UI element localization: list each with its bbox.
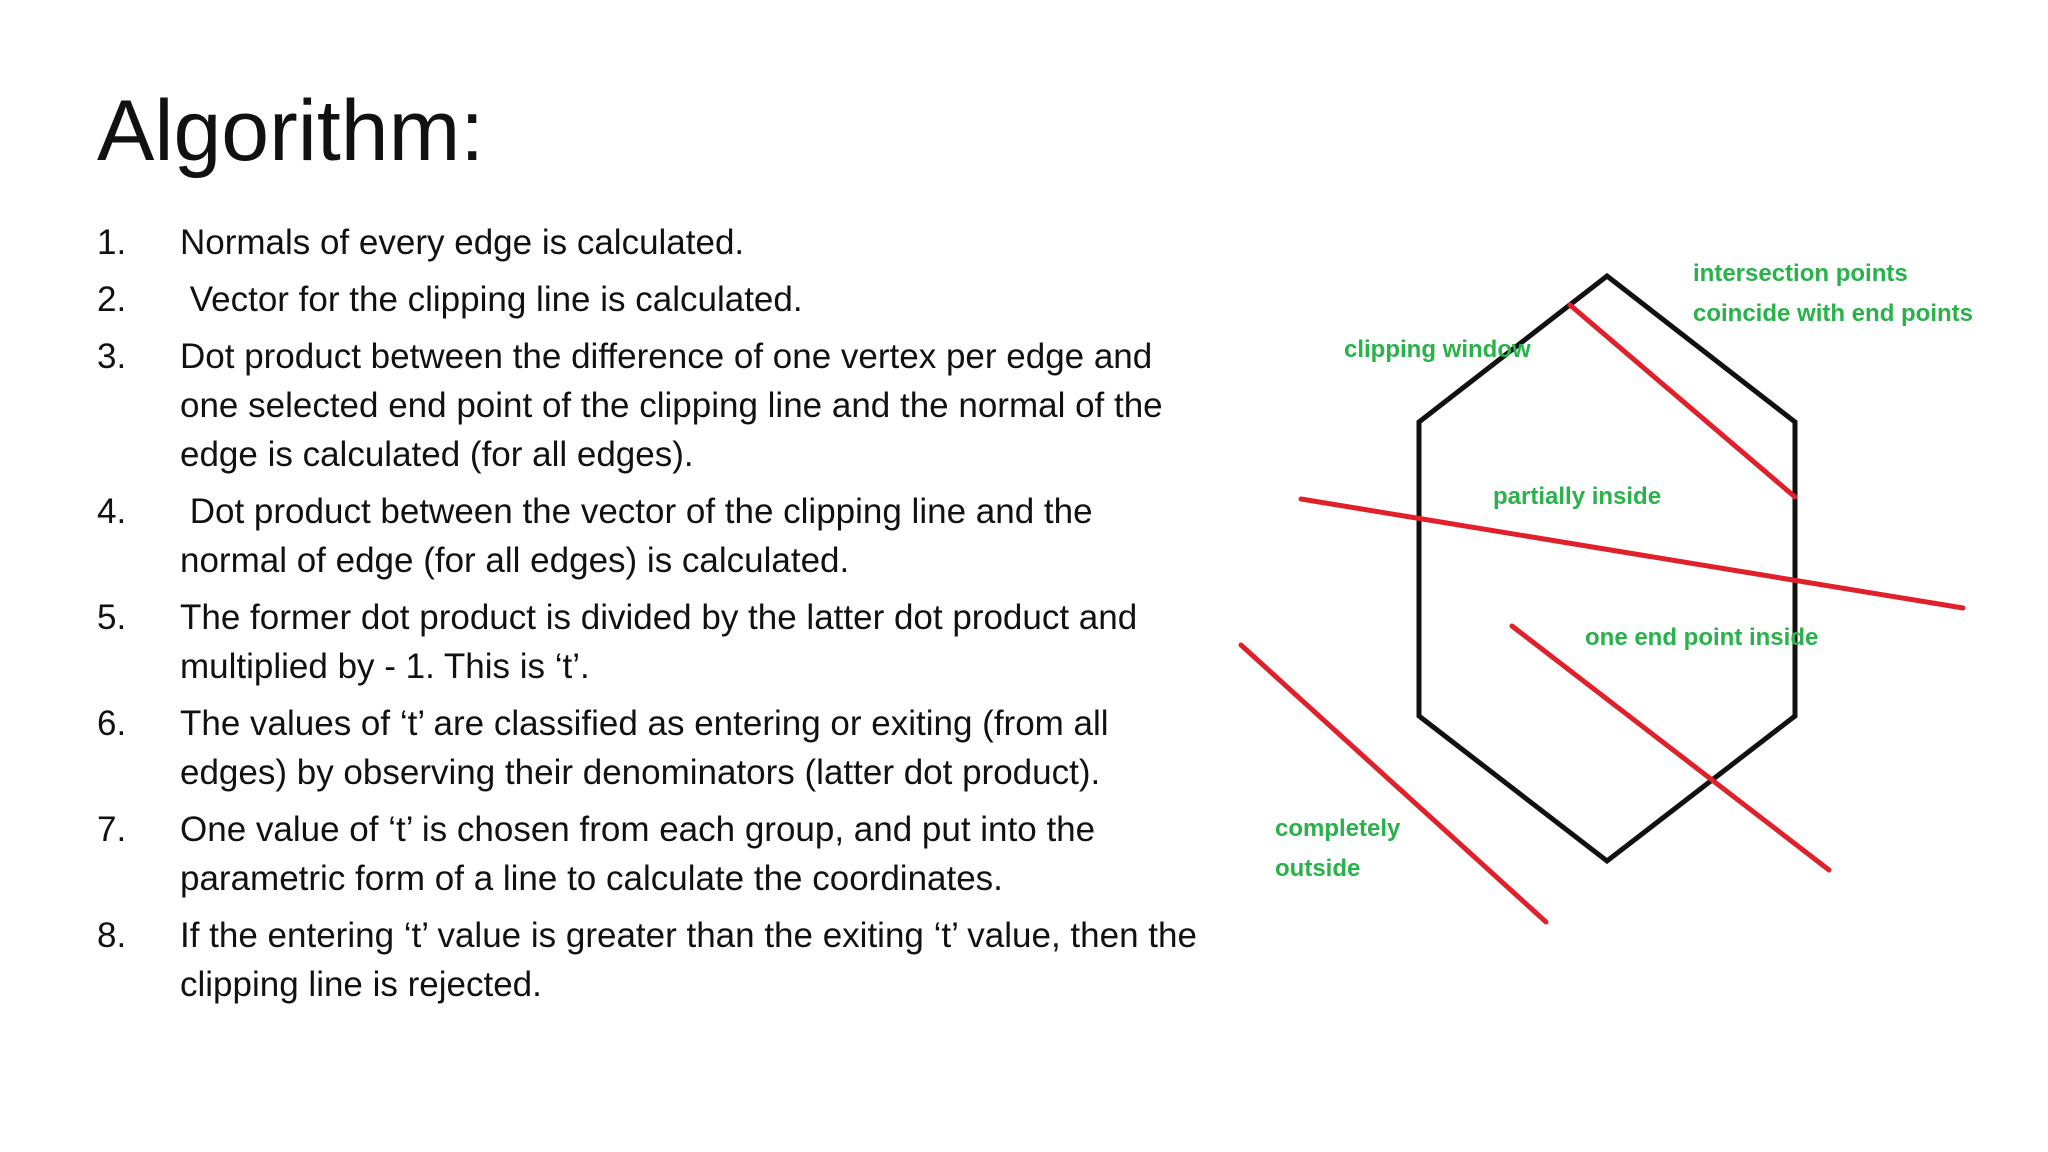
list-item (97, 275, 1197, 324)
list-item (97, 487, 1197, 585)
label-intersection-points: intersection points (1693, 260, 1908, 287)
list-item (97, 699, 1197, 797)
algorithm-steps-list (97, 218, 1197, 1017)
list-item (97, 332, 1197, 479)
step-number: 1. (97, 223, 127, 262)
step-text: Normals of every edge is calculated. (180, 223, 745, 262)
label-completely: completely (1275, 815, 1401, 842)
label-coincide-end-points: coincide with end points (1693, 300, 1974, 327)
slide-title: Algorithm: (97, 83, 485, 179)
step-text: Dot product between the difference of one vertex per edge and one selected end point of the clipping line and the normal of the edge is calculated (for all edges). (180, 337, 1163, 474)
step-text: If the entering ‘t’ value is greater than the exiting ‘t’ value, then the clipping line is rejected. (180, 916, 1197, 1004)
step-number: 7. (97, 810, 127, 849)
clip-line-one-end-inside (1512, 626, 1829, 870)
list-item (97, 593, 1197, 691)
step-number: 4. (97, 492, 127, 531)
label-partially-inside: partially inside (1493, 483, 1662, 510)
step-text: Dot product between the vector of the clipping line and the normal of edge (for all edges) is calculated. (180, 492, 1103, 580)
clip-line-partially-inside (1301, 499, 1963, 608)
clipping-window-hexagon (1419, 276, 1795, 861)
step-number: 2. (97, 280, 127, 319)
list-item (97, 218, 1197, 267)
step-text: The former dot product is divided by the latter dot product and multiplied by - 1. This is ‘t’. (180, 598, 1138, 686)
label-outside: outside (1275, 855, 1361, 882)
label-one-end-point-inside: one end point inside (1585, 624, 1819, 651)
list-item (97, 805, 1197, 903)
label-clipping-window: clipping window (1344, 336, 1531, 363)
step-number: 3. (97, 337, 127, 376)
step-number: 8. (97, 916, 127, 955)
step-text: Vector for the clipping line is calculated. (180, 280, 803, 319)
step-text: The values of ‘t’ are classified as entering or exiting (from all edges) by observing their denominators (latter dot product). (180, 704, 1109, 792)
step-number: 5. (97, 598, 127, 637)
list-item (97, 911, 1197, 1009)
step-number: 6. (97, 704, 127, 743)
step-text: One value of ‘t’ is chosen from each group, and put into the parametric form of a line to calculate the coordinates. (180, 810, 1096, 898)
